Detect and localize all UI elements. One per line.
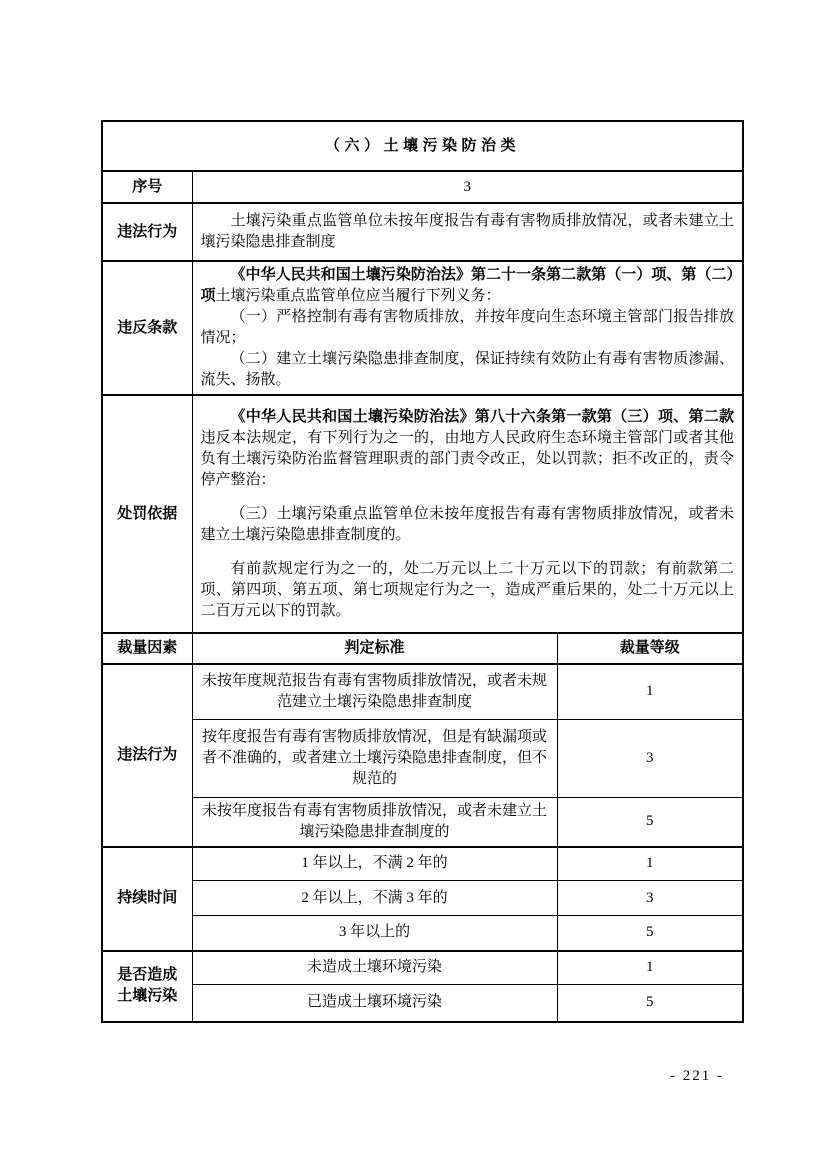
standard-cell: 已造成土壤环境污染: [192, 985, 557, 1022]
grade-cell: 1: [557, 951, 743, 985]
illegal-act-text: [192, 203, 743, 261]
column-header-grade: 裁量等级: [557, 633, 743, 664]
column-header-standard: 判定标准: [192, 633, 557, 664]
penalty-discretion-table: [101, 120, 744, 1023]
grade-cell: 1: [557, 847, 743, 881]
illegal-act-paragraph: 土壤污染重点监管单位未按年度报告有毒有害物质排放情况，或者未建立土壤污染隐患排查制度: [200, 213, 735, 250]
label-violated-clause: 违反条款: [102, 261, 192, 395]
violated-clause-paragraph-3: （二）建立土壤污染隐患排查制度，保证持续有效防止有毒有害物质渗漏、流失、扬散。: [200, 351, 735, 388]
label-serial-number: 序号: [102, 171, 192, 203]
serial-number-value: 3: [192, 171, 743, 203]
grade-cell: 1: [557, 664, 743, 719]
standard-cell: 2 年以上，不满 3 年的: [192, 881, 557, 916]
factor-soil-pollution-caused: 是否造成土壤污染: [102, 951, 192, 1022]
standard-cell: 1 年以上，不满 2 年的: [192, 847, 557, 881]
standard-cell: 3 年以上的: [192, 916, 557, 951]
column-header-factor: 裁量因素: [102, 633, 192, 664]
law-citation: 《中华人民共和国土壤污染防治法》第八十六条第一款第（三）项、第二款: [230, 408, 735, 425]
clause-intro: 土壤污染重点监管单位应当履行下列义务：: [215, 288, 501, 304]
page-number: - 221 -: [670, 1068, 724, 1084]
standard-cell: 未按年度报告有毒有害物质排放情况，或者未建立土壤污染隐患排查制度的: [192, 797, 557, 847]
violated-clause-text: [192, 261, 743, 395]
factor-illegal-act: 违法行为: [102, 664, 192, 847]
violated-clause-paragraph-2: （一）严格控制有毒有害物质排放，并按年度向生态环境主管部门报告排放情况；: [200, 309, 735, 346]
table-title: （六）土壤污染防治类: [102, 121, 743, 171]
law-citation: 《中华人民共和国土壤污染防治法》第二十一条第二款第（一）项、第（二）项: [200, 267, 735, 304]
standard-cell: 未造成土壤环境污染: [192, 951, 557, 985]
violated-clause-paragraph-1: [201, 265, 735, 307]
grade-cell: 5: [557, 916, 743, 951]
standard-cell: 按年度报告有毒有害物质排放情况，但是有缺漏项或者不准确的，或者建立土壤污染隐患排查制度，但不规范的: [192, 719, 557, 797]
grade-cell: 5: [557, 985, 743, 1022]
penalty-basis-text: [192, 395, 743, 633]
grade-cell: 3: [557, 719, 743, 797]
penalty-intro: 违反本法规定，有下列行为之一的，由地方人民政府生态环境主管部门或者其他负有土壤污染防治监督管理职责的部门责令改正，处以罚款；拒不改正的，责令停产整治：: [200, 429, 735, 488]
standard-cell: 未按年度规范报告有毒有害物质排放情况，或者未规范建立土壤污染隐患排查制度: [192, 664, 557, 719]
factor-duration: 持续时间: [102, 847, 192, 951]
label-penalty-basis: 处罚依据: [102, 395, 192, 633]
penalty-basis-paragraph-1: [201, 407, 735, 491]
penalty-basis-paragraph-3: 有前款规定行为之一的，处二万元以上二十万元以下的罚款；有前款第二项、第四项、第五项、第七项规定行为之一，造成严重后果的，处二十万元以上二百万元以下的罚款。: [200, 560, 735, 619]
grade-cell: 3: [557, 881, 743, 916]
grade-cell: 5: [557, 797, 743, 847]
label-illegal-act: 违法行为: [102, 203, 192, 261]
penalty-basis-paragraph-2: （三）土壤污染重点监管单位未按年度报告有毒有害物质排放情况，或者未建立土壤污染隐患排查制度的。: [200, 505, 735, 543]
